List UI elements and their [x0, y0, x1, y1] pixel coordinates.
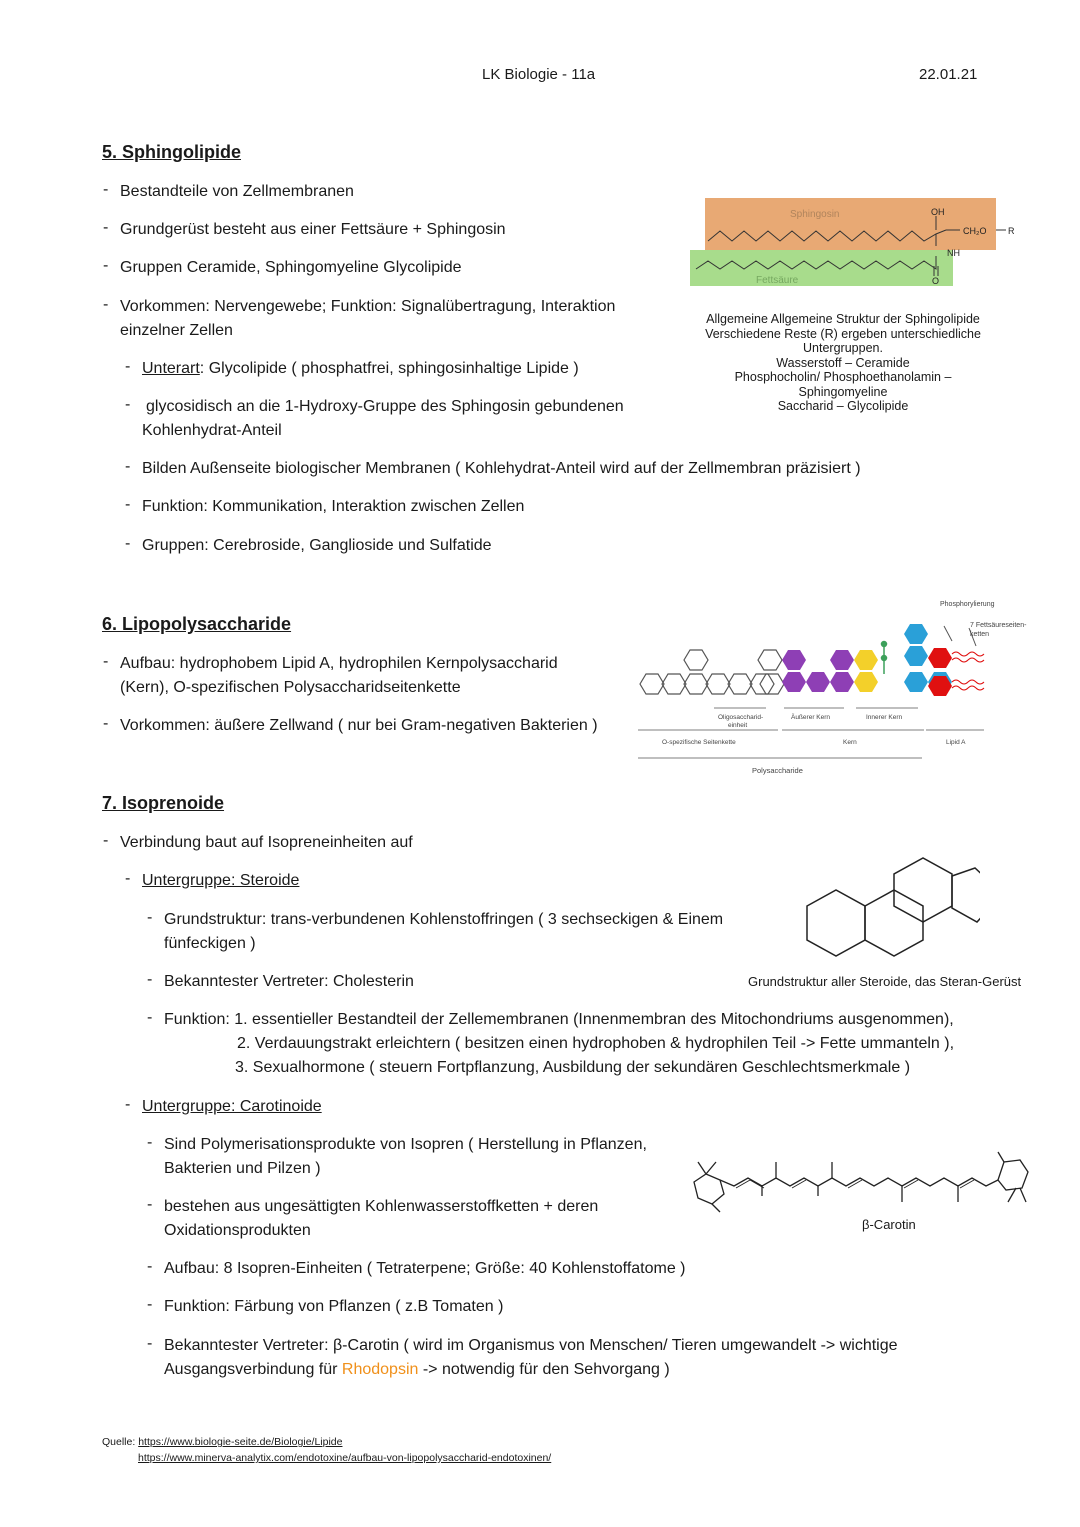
- bullet-dash: -: [147, 1134, 153, 1151]
- bullet-dash: -: [103, 181, 109, 198]
- bullet-text: Bekanntester Vertreter: Cholesterin: [164, 973, 414, 990]
- bullet-dash: -: [147, 1258, 153, 1275]
- bullet-text: Oxidationsprodukten: [164, 1222, 311, 1239]
- inner-core-label: Innerer Kern: [866, 714, 903, 721]
- bullet-text: Aufbau: 8 Isopren-Einheiten ( Tetraterpene; Größe: 40 Kohlenstoffatome ): [164, 1260, 686, 1277]
- bullet-dash: -: [125, 396, 131, 413]
- bullet-text: Grundgerüst besteht aus einer Fettsäure + Sphingosin: [120, 221, 506, 238]
- lipid-a-label: Lipid A: [946, 739, 966, 746]
- ring-right: [998, 1160, 1028, 1190]
- red-sugar: [928, 648, 952, 668]
- bullet-text: Bakterien und Pilzen ): [164, 1160, 321, 1177]
- purple-sugar: [830, 672, 854, 692]
- section-title-isoprenoide: 7. Isoprenoide: [102, 793, 225, 813]
- oh-label: OH: [931, 207, 945, 217]
- bullet-dash: -: [147, 1196, 153, 1213]
- document-date: 22.01.21: [919, 66, 978, 83]
- bullet-dash: -: [147, 1009, 153, 1026]
- caption-line: Verschiedene Reste (R) ergeben unterschiedliche: [705, 326, 981, 341]
- sub-bullet-text: Bilden Außenseite biologischer Membranen ( Kohlehydrat-Anteil wird auf der Zellmembran präzisiert ): [142, 460, 861, 477]
- bullet-text: Grundstruktur: trans-verbundenen Kohlenstoffringen ( 3 sechseckigen & Einem: [164, 911, 724, 928]
- bullet-dash: -: [125, 496, 131, 513]
- fettsaeure-label-2: ketten: [970, 631, 990, 638]
- purple-sugar: [806, 672, 830, 692]
- bullet-dash: -: [103, 219, 109, 236]
- sub-bullet: [142, 357, 579, 381]
- bullet-dash: -: [125, 458, 131, 475]
- bullet-text: Verbindung baut auf Isopreneinheiten auf: [120, 834, 413, 851]
- bullet-text: fünfeckigen ): [164, 935, 256, 952]
- sphingolipid-caption: [690, 312, 996, 414]
- bullet-dash: -: [103, 257, 109, 274]
- steroid-caption: Grundstruktur aller Steroide, das Steran-Gerüst: [748, 974, 1022, 989]
- fettsaeure-label: 7 Fettsäureseiten-: [970, 622, 1027, 629]
- bullet-text: [164, 1358, 670, 1382]
- source-label: Quelle:: [102, 1436, 139, 1448]
- bullet-text: Aufbau: hydrophobem Lipid A, hydrophilen Kernpolysaccharid: [120, 655, 558, 672]
- bullet-text: Funktion: Färbung von Pflanzen ( z.B Tomaten ): [164, 1298, 504, 1315]
- bullet-dash: -: [103, 715, 109, 732]
- yellow-sugar: [854, 650, 878, 670]
- sphingolipid-structure-figure: [688, 196, 1028, 288]
- ring-d: [952, 868, 980, 922]
- document-course: LK Biologie - 11a: [482, 66, 596, 83]
- bullet-dash: -: [147, 909, 153, 926]
- text-segment: Ausgangsverbindung für: [164, 1361, 342, 1378]
- sub-bullet-text: Funktion: Kommunikation, Interaktion zwischen Zellen: [142, 498, 525, 515]
- sphingosin-region: [705, 198, 996, 250]
- bullet-text: Vorkommen: äußere Zellwand ( nur bei Gram-negativen Bakterien ): [120, 717, 598, 734]
- bullet-text: Bestandteile von Zellmembranen: [120, 183, 354, 200]
- subgroup-steroide: Untergruppe: Steroide: [142, 872, 300, 889]
- bullet-text: Gruppen Ceramide, Sphingomyeline Glycolipide: [120, 259, 462, 276]
- text-segment: -> notwendig für den Sehvorgang ): [418, 1361, 670, 1378]
- section-title-lipopolysaccharide: 6. Lipopolysaccharide: [102, 614, 292, 634]
- oligosaccharid-label: Oligosaccharid-: [718, 714, 764, 721]
- bullet-text: 2. Verdauungstrakt erleichtern ( besitzen einen hydrophoben & hydrophilen Teil -> Fette ummanteln ),: [237, 1035, 955, 1052]
- source-link-biologie-seite[interactable]: https://www.biologie-seite.de/Biologie/Lipide: [138, 1436, 343, 1448]
- ring-a: [807, 890, 865, 956]
- o-label: O: [932, 276, 940, 286]
- bullet-text: (Kern), O-spezifischen Polysaccharidseitenkette: [120, 679, 461, 696]
- caption-line: Wasserstoff – Ceramide: [776, 355, 910, 370]
- caption-line: Sphingomyeline: [798, 384, 888, 399]
- bullet-text: bestehen aus ungesättigten Kohlenwasserstoffketten + deren: [164, 1198, 599, 1215]
- bullet-text: 3. Sexualhormone ( steuern Fortpflanzung, Ausbildung der sekundären Geschlechtsmerkmale ): [235, 1059, 911, 1076]
- bullet-dash: -: [125, 870, 131, 887]
- fettsaeure-label: Fettsäure: [756, 275, 799, 286]
- caption-line: Saccharid – Glycolipide: [777, 399, 909, 413]
- bullet-dash: -: [125, 358, 131, 375]
- subtype-label: Unterart: [142, 360, 200, 377]
- bullet-text: Funktion: 1. essentieller Bestandteil der Zellemembranen (Innenmembran des Mitochondriums ausgenommen),: [164, 1011, 954, 1028]
- bullet-dash: -: [125, 535, 131, 552]
- bullet-dash: -: [147, 1335, 153, 1352]
- bullet-text: Bekanntester Vertreter: β-Carotin ( wird im Organismus von Menschen/ Tieren umgewandelt -> wichtige: [164, 1337, 898, 1354]
- beta-carotin-structure-figure: [686, 1148, 1030, 1218]
- blue-sugar: [904, 672, 928, 692]
- source-line-2: [138, 1452, 551, 1464]
- subgroup-carotinoide: Untergruppe: Carotinoide: [142, 1098, 322, 1115]
- o-side-chain-label: O-spezifische Seitenkette: [662, 739, 736, 746]
- sub-bullet-text: Kohlenhydrat-Anteil: [142, 422, 282, 439]
- purple-sugar: [782, 672, 806, 692]
- blue-sugar: [904, 624, 928, 644]
- sub-bullet-text: glycosidisch an die 1-Hydroxy-Gruppe des Sphingosin gebundenen: [146, 398, 624, 415]
- ch2o-label: CH₂O: [963, 226, 987, 236]
- polysaccharide-label: Polysaccharide: [752, 766, 803, 775]
- bullet-text: Vorkommen: Nervengewebe; Funktion: Signalübertragung, Interaktion: [120, 298, 616, 315]
- yellow-sugar: [854, 672, 878, 692]
- bullet-dash: -: [147, 971, 153, 988]
- phosphorylierung-label: Phosphorylierung: [940, 601, 995, 608]
- bullet-dash: -: [103, 832, 109, 849]
- outer-core-label: Äußerer Kern: [791, 714, 831, 721]
- source-line: [102, 1436, 342, 1448]
- ring-left: [694, 1174, 724, 1204]
- purple-sugar: [830, 650, 854, 670]
- caption-line: Allgemeine Allgemeine Struktur der Sphingolipide: [706, 312, 980, 326]
- bullet-text: einzelner Zellen: [120, 322, 233, 339]
- caption-line: Phosphocholin/ Phosphoethanolamin –: [734, 370, 952, 384]
- subtype-text: : Glycolipide ( phosphatfrei, sphingosinhaltige Lipide ): [199, 360, 579, 377]
- lipopolysaccharide-structure-figure: [634, 596, 1034, 780]
- bullet-dash: -: [125, 1096, 131, 1113]
- caption-line: Untergruppen.: [803, 341, 883, 355]
- purple-sugar: [782, 650, 806, 670]
- steran-structure-figure: [770, 852, 980, 977]
- source-link-minerva[interactable]: https://www.minerva-analytix.com/endotoxine/aufbau-von-lipopolysaccharid-endotoxinen/: [138, 1452, 552, 1464]
- rhodopsin-highlight: Rhodopsin: [341, 1361, 419, 1378]
- core-label: Kern: [843, 739, 857, 746]
- nh-label: NH: [947, 248, 960, 258]
- sphingosin-label: Sphingosin: [790, 209, 840, 220]
- bullet-dash: -: [103, 296, 109, 313]
- sub-bullet-text: Gruppen: Cerebroside, Ganglioside und Sulfatide: [142, 537, 492, 554]
- bullet-dash: -: [103, 653, 109, 670]
- blue-sugar: [904, 646, 928, 666]
- bullet-dash: -: [147, 1296, 153, 1313]
- carotin-caption: β-Carotin: [862, 1217, 916, 1232]
- r-label: R: [1008, 226, 1015, 236]
- bullet-text: Sind Polymerisationsprodukte von Isopren ( Herstellung in Pflanzen,: [164, 1136, 647, 1153]
- oligosaccharid-label-2: einheit: [728, 722, 748, 729]
- section-title-sphingolipide: 5. Sphingolipide: [102, 142, 241, 162]
